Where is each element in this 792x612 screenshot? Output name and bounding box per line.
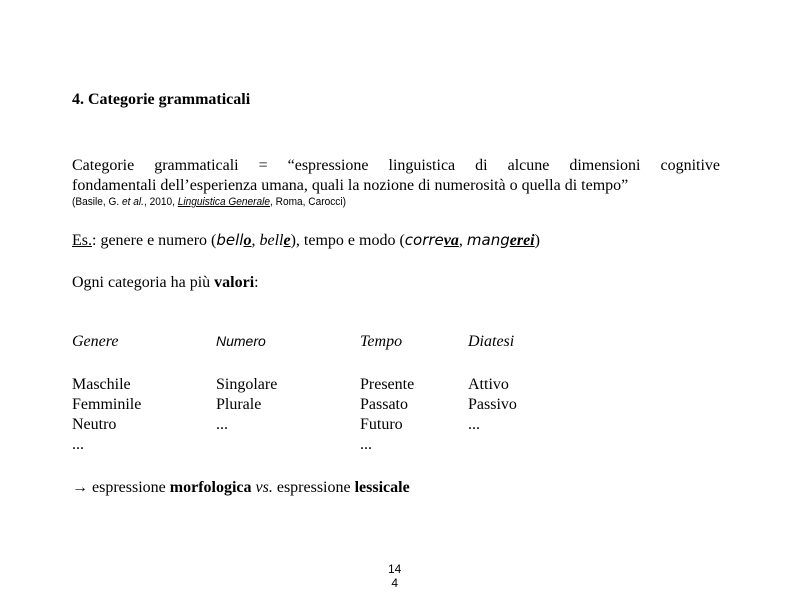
examples-separator: ,: [251, 232, 260, 249]
category-value: Passivo: [468, 396, 517, 413]
category-value: Neutro: [72, 416, 117, 433]
example-word-correva-stem: corre: [404, 231, 444, 249]
arrow-right-icon: →: [72, 479, 88, 496]
conclusion-text-2: espressione: [272, 479, 355, 496]
category-value: Passato: [360, 396, 408, 413]
conclusion-line: [72, 479, 410, 497]
conclusion-morfologica: morfologica: [169, 479, 252, 496]
category-header-numero: Numero: [216, 333, 266, 349]
conclusion-vs: vs.: [255, 479, 273, 496]
values-intro-text: Ogni categoria ha più: [72, 274, 215, 291]
example-word-bello-ending: o: [243, 232, 252, 249]
section-heading: 4. Categorie grammaticali: [72, 91, 251, 108]
page-number-line-1: 14: [388, 562, 402, 576]
values-intro-end: :: [254, 274, 259, 291]
category-value: Attivo: [468, 376, 509, 393]
examples-line: [72, 231, 540, 250]
category-value: Presente: [360, 376, 415, 393]
page-number-line-2: 4: [391, 576, 399, 590]
category-header-diatesi: Diatesi: [468, 333, 515, 350]
examples-text-mid: ), tempo e modo (: [290, 232, 405, 249]
example-word-belle-stem: bell: [259, 232, 284, 249]
citation-author: (Basile, G.: [72, 196, 123, 208]
category-value: ...: [216, 416, 228, 433]
examples-text: : genere e numero (: [92, 232, 217, 249]
examples-separator-2: ,: [458, 232, 467, 249]
category-value: Futuro: [360, 416, 403, 433]
citation-year: , 2010,: [144, 196, 178, 208]
category-value: Maschile: [72, 376, 131, 393]
definition-paragraph: [72, 156, 720, 196]
citation-etal: et al.: [122, 196, 145, 208]
example-word-mangerei-stem: mang: [466, 231, 510, 249]
example-word-bello-stem: bell: [216, 231, 244, 249]
example-word-belle-ending: e: [283, 232, 291, 249]
page-number: [388, 562, 401, 590]
definition-line-1: Categorie grammaticali = “espressione linguistica di alcune dimensioni cognitive: [72, 157, 720, 174]
category-value: ...: [468, 416, 480, 433]
category-value: ...: [72, 436, 84, 453]
example-word-correva-ending: va: [443, 232, 459, 249]
citation: [72, 196, 346, 208]
conclusion-lessicale: lessicale: [354, 479, 410, 496]
category-value: Femminile: [72, 396, 142, 413]
conclusion-text-1: espressione: [88, 479, 170, 496]
example-word-mangerei-ending: erei: [509, 232, 535, 249]
category-value: ...: [360, 436, 372, 453]
category-header-genere: Genere: [72, 333, 119, 350]
category-column-numero: [216, 333, 277, 435]
category-column-tempo: [360, 333, 414, 455]
examples-label: Es.: [72, 232, 92, 249]
category-column-genere: [72, 333, 141, 455]
category-column-diatesi: [468, 333, 517, 435]
values-intro-bold: valori: [214, 274, 255, 291]
category-value: Plurale: [216, 396, 262, 413]
definition-line-2: fondamentali dell’esperienza umana, quali la nozione di numerosità o quella di tempo”: [72, 177, 629, 194]
citation-publisher: , Roma, Carocci): [270, 196, 346, 208]
citation-book-title: Linguistica Generale: [177, 196, 271, 208]
examples-close: ): [534, 232, 540, 249]
category-header-tempo: Tempo: [360, 333, 403, 350]
category-value: Singolare: [216, 376, 278, 393]
values-intro: [72, 274, 259, 292]
